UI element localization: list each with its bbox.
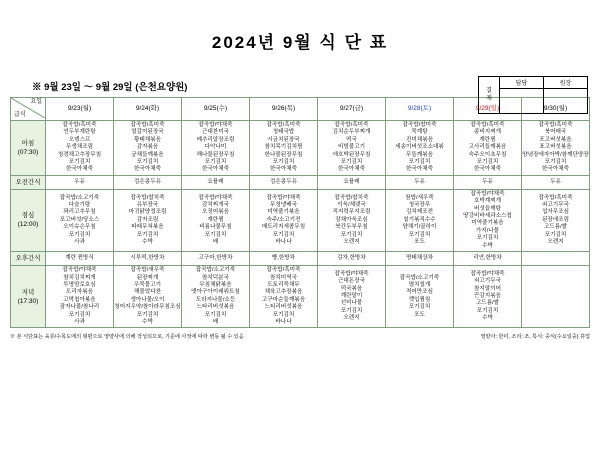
menu-item-4-4-5: 포기김치 <box>340 307 363 314</box>
menu-item-2-4-0: 잡곡밥/찹치죽 <box>334 194 369 201</box>
menu-item-0-3-3: 참치목기김치찜 <box>264 144 303 151</box>
menu-item-0-6-6: 한국아채죽 <box>473 166 502 173</box>
menu-item-0-1-4: 궁채들깨볶음 <box>131 151 164 158</box>
meal-label-0 <box>11 121 46 176</box>
menu-item-4-5-5: 포도 <box>414 311 425 318</box>
menu-item-2-5-1: 청국장무 <box>408 201 431 208</box>
approval-column-manager <box>500 77 543 113</box>
menu-item-4-0-3: 도리자볶음 <box>65 289 94 296</box>
menu-item-2-6-1: 호박계찌개 <box>473 198 502 205</box>
menu-item-2-5-3: 칠기볶직수수 <box>403 216 436 223</box>
menu-cell-4-7 <box>522 266 590 328</box>
menu-item-4-4-3: 계란말이 <box>340 293 363 300</box>
menu-item-4-2-7: 배 <box>212 318 219 325</box>
menu-item-2-1-0: 잡곡밥/찹치죽 <box>130 194 165 201</box>
menu-cell-3-1 <box>114 252 182 266</box>
menu-item-0-3-2: 시금치된장국 <box>267 136 300 143</box>
approval-column-director-body <box>544 89 587 113</box>
menu-item-2-3-5: 포기김치 <box>272 231 295 238</box>
menu-item-4-0-1: 참치김치찌개 <box>63 274 96 281</box>
menu-item-2-4-3: 잠채아욱조심 <box>335 216 368 223</box>
menu-item-0-1-3: 감자볶음 <box>136 144 159 151</box>
menu-item-0-2-1: 근대찬미국 <box>201 129 230 136</box>
menu-item-0-5-6: 한국아채죽 <box>405 166 434 173</box>
menu-item-2-1-1: 유부장국 <box>136 201 159 208</box>
menu-item-0-5-4: 무들깨볶음 <box>405 151 434 158</box>
menu-item-4-4-4: 선미나물 <box>340 300 363 307</box>
menu-item-4-3-5: 느티리버섯볶음 <box>264 304 303 311</box>
day-header-3: 9/26(목) <box>250 98 318 121</box>
menu-item-2-7-6: 오렌지 <box>547 238 564 245</box>
menu-item-4-3-3: 채육고추장볶음 <box>264 289 303 296</box>
approval-label-char-1: 결 <box>486 88 492 94</box>
menu-cell-2-6 <box>454 189 522 251</box>
menu-item-1-3-0: 검은콩두유 <box>269 178 298 185</box>
meal-name-0: 아침 <box>21 139 35 147</box>
corner-top-label: 요일 <box>30 99 42 105</box>
menu-item-2-6-5: 가지/나물 <box>475 227 500 234</box>
menu-item-0-7-0: 잡곡밥/흑미죽 <box>538 122 573 128</box>
menu-item-2-3-0: 잡곡밥/야채죽 <box>266 194 301 201</box>
menu-item-0-7-1: 북어매국 <box>544 129 567 136</box>
menu-cell-3-7 <box>522 252 590 266</box>
menu-cell-1-6 <box>454 175 522 189</box>
menu-item-4-6-5: 포기김치 <box>476 307 499 314</box>
meal-label-4 <box>11 266 46 328</box>
menu-cell-3-2 <box>182 252 250 266</box>
day-header-4: 9/27(금) <box>318 98 386 121</box>
menu-item-2-3-2: 미역줄기볶음 <box>267 209 300 216</box>
menu-item-1-7-0: 두유 <box>550 178 561 185</box>
menu-item-4-0-6: 포기김치 <box>68 311 91 318</box>
menu-item-4-5-2: 적어만조심 <box>405 289 434 296</box>
menu-cell-4-6 <box>454 266 522 328</box>
menu-item-3-3-0: 빵,한방차 <box>271 254 296 261</box>
menu-item-4-0-5: 잠자나물/참나리 <box>59 304 100 311</box>
menu-cell-0-3 <box>250 121 318 176</box>
menu-item-0-2-4: 해나물된장무침 <box>196 151 235 158</box>
meal-time-4: (17:30) <box>17 297 39 305</box>
menu-item-1-4-0: 요플레 <box>343 178 360 185</box>
menu-item-1-5-0: 두유 <box>414 178 425 185</box>
menu-item-4-5-1: 멸치칠개 <box>408 281 431 288</box>
menu-item-0-5-3: 세송이버섯조소대볶 <box>395 144 444 151</box>
menu-item-0-2-6: 한국아채죽 <box>201 166 230 173</box>
menu-item-4-6-4: 고드름/쌀 <box>475 300 500 307</box>
menu-item-2-3-4: 매도리지새콤무침 <box>261 224 306 231</box>
menu-item-4-1-3: 해물었다찬 <box>133 289 162 296</box>
menu-cell-4-0 <box>46 266 114 328</box>
menu-item-0-4-5: 포기김치 <box>340 159 363 166</box>
menu-item-4-4-2: 떡국볶음 <box>340 285 363 292</box>
approval-column-manager-body <box>500 89 543 113</box>
menu-item-4-1-1: 된장찌개 <box>136 274 159 281</box>
menu-item-4-3-0: 잡곡밥/흑미죽 <box>266 267 301 274</box>
footnote-left: ※ 본 식단표는 육류/수목도매의 형편으로 영양사에 의해 작성되므로, 기준에 사정에 따라 변동 될 수 있음 <box>10 334 244 341</box>
menu-cell-0-6 <box>454 121 522 176</box>
menu-cell-1-5 <box>386 175 454 189</box>
menu-item-0-4-6: 한국아채죽 <box>337 166 366 173</box>
menu-item-2-2-6: 배 <box>212 238 219 245</box>
menu-item-1-2-0: 요플레 <box>207 178 224 185</box>
menu-item-2-6-2: 버섯들깨탕 <box>473 205 502 212</box>
menu-item-0-7-3: 표고버섯볶음 <box>539 144 572 151</box>
menu-item-4-6-1: 쇠고기무국 <box>473 278 502 285</box>
menu-cell-1-1 <box>114 175 182 189</box>
menu-cell-0-7 <box>522 121 590 176</box>
menu-item-4-1-5: 청어지우약/참아라무침조심 <box>114 304 181 311</box>
menu-item-2-0-3: 포고버섯/당소스 <box>59 216 100 223</box>
menu-row-2 <box>11 189 590 251</box>
menu-item-3-0-0: 계란 찐방식 <box>65 254 94 261</box>
menu-item-2-7-3: 된장애조림 <box>541 216 570 223</box>
menu-item-2-2-3: 계란찜 <box>207 216 224 223</box>
menu-item-0-5-5: 포기김치 <box>408 159 431 166</box>
menu-cell-2-7 <box>522 189 590 251</box>
menu-item-0-1-5: 포기김치 <box>136 159 159 166</box>
menu-item-4-0-0: 잡곡밥/야채죽 <box>62 267 97 274</box>
menu-item-0-0-2: 오뎅스프 <box>68 136 91 143</box>
corner-header <box>11 98 46 121</box>
menu-item-0-5-2: 진미채볶음 <box>405 136 434 143</box>
menu-item-4-4-6: 오렌지 <box>343 315 360 322</box>
meal-label-2 <box>11 189 46 251</box>
menu-cell-0-5 <box>386 121 454 176</box>
menu-item-1-1-0: 검은콩두유 <box>133 178 162 185</box>
menu-item-2-5-4: 얌채기/골하이 <box>402 224 437 231</box>
menu-item-0-3-5: 포기김치 <box>272 159 295 166</box>
menu-cell-2-2 <box>182 189 250 251</box>
menu-item-2-2-0: 잡곡밥/야채죽 <box>198 194 233 201</box>
menu-item-2-4-4: 북간두부무침 <box>335 224 368 231</box>
footnote <box>10 333 590 341</box>
menu-item-0-6-0: 잡곡밥/흑미죽 <box>470 122 505 128</box>
menu-table-body <box>11 121 590 328</box>
menu-cell-1-0 <box>46 175 114 189</box>
menu-item-4-2-2: 무침채닭볶음 <box>199 281 232 288</box>
menu-cell-4-2 <box>182 266 250 328</box>
menu-cell-1-2 <box>182 175 250 189</box>
menu-cell-3-6 <box>454 252 522 266</box>
menu-item-2-6-3: 땅강비바세과소스칩 <box>463 213 512 220</box>
menu-cell-3-5 <box>386 252 454 266</box>
day-header-0: 9/23(월) <box>46 98 114 121</box>
menu-item-3-6-0: 리연,한방차 <box>473 254 502 261</box>
menu-item-4-0-4: 고막칩아볶음 <box>63 296 96 303</box>
menu-item-4-6-3: 끈감지볶음 <box>473 293 502 300</box>
menu-item-0-7-2: 포고버섯볶음 <box>539 136 572 143</box>
menu-cell-3-3 <box>250 252 318 266</box>
menu-cell-2-3 <box>250 189 318 251</box>
approval-column-manager-head: 담당 <box>500 77 543 89</box>
menu-cell-3-0 <box>46 252 114 266</box>
menu-cell-0-0 <box>46 121 114 176</box>
approval-columns <box>500 77 587 113</box>
menu-item-0-6-5: 포기김치 <box>476 159 499 166</box>
menu-item-2-3-3: 숙주/소고기전 <box>266 216 301 223</box>
menu-item-2-6-6: 포기김치 <box>476 235 499 242</box>
period-subtitle: ※ 9월 23일 ～ 9월 29일 (은천요양원) <box>32 82 188 93</box>
menu-item-2-2-2: 오징어볶음 <box>201 209 230 216</box>
menu-item-0-6-4: 숙주오이초무침 <box>468 151 507 158</box>
menu-item-2-4-6: 오렌지 <box>343 238 360 245</box>
menu-item-2-0-6: 사과 <box>74 238 85 245</box>
menu-item-2-4-5: 포기김치 <box>340 231 363 238</box>
menu-item-4-2-3: 앳아구아이래위트침 <box>191 289 240 296</box>
day-header-2: 9/25(수) <box>182 98 250 121</box>
menu-item-2-1-3: 감자조림 <box>136 216 159 223</box>
day-header-7: 9/30(월) <box>522 98 590 121</box>
menu-item-0-0-5: 포기김치 <box>68 159 91 166</box>
menu-item-2-7-0: 잡곡밥/흑미죽 <box>538 194 573 201</box>
menu-item-2-1-5: 포기김치 <box>136 231 159 238</box>
menu-item-4-3-2: 도토리묵채무 <box>267 281 300 288</box>
menu-item-4-2-1: 참치덕분국 <box>201 274 230 281</box>
menu-item-4-3-4: 고구마순들깨볶음 <box>261 296 306 303</box>
menu-item-4-5-0: 잡곡밥/소고기죽 <box>399 274 440 281</box>
approval-stamp-box <box>478 76 588 114</box>
menu-item-2-1-6: 수박 <box>142 238 153 245</box>
meal-name-3: 오후간식 <box>15 255 41 263</box>
menu-item-4-2-5: 느타리버섯볶음 <box>196 304 235 311</box>
menu-item-0-0-0: 잡곡밥/흑미죽 <box>62 122 97 128</box>
menu-cell-3-4 <box>318 252 386 266</box>
menu-item-4-0-7: 사과 <box>74 318 85 325</box>
corner-bottom-label: 급식 <box>14 111 26 118</box>
menu-item-2-4-2: 직지력무지조림 <box>332 209 371 216</box>
approval-column-director <box>543 77 587 113</box>
menu-item-4-1-4: 생아나물/오이 <box>130 296 165 303</box>
menu-item-4-4-1: 근대돈장국 <box>337 278 366 285</box>
page-title: 2024년 9월 식 단 표 <box>211 33 389 52</box>
menu-row-1 <box>11 175 590 189</box>
menu-item-0-7-4: 양념장애자아박/참깨단양장 <box>522 151 589 158</box>
menu-item-2-0-2: 꽈리고추무침 <box>63 209 96 216</box>
menu-item-2-6-4: 미역줄기볶음 <box>471 220 504 227</box>
menu-item-4-6-0: 잡곡밥/야채죽 <box>470 270 505 277</box>
menu-item-4-3-1: 참치미역국 <box>269 274 298 281</box>
menu-item-2-5-5: 포기김치 <box>408 231 431 238</box>
menu-item-0-6-1: 콩비지찌개 <box>473 129 502 136</box>
menu-item-0-1-2: 황태채볶음 <box>133 136 162 143</box>
menu-item-2-5-0: 참밥/새우죽 <box>405 194 434 201</box>
menu-item-4-3-6: 포기김치 <box>272 311 295 318</box>
menu-row-4 <box>11 266 590 328</box>
menu-item-4-2-4: 도라지나물/소등 <box>195 296 236 303</box>
menu-item-3-1-0: 시루떡,한방차 <box>130 254 165 261</box>
menu-item-2-1-2: 마귀닭양정조림 <box>128 209 167 216</box>
menu-cell-2-0 <box>46 189 114 251</box>
menu-item-0-4-3: 비빔불고기 <box>337 144 366 151</box>
menu-item-2-7-2: 섭자무조심 <box>541 209 570 216</box>
approval-label <box>479 77 500 113</box>
menu-item-4-1-0: 잡곡밥/새우죽 <box>130 267 165 274</box>
menu-item-2-7-1: 쇠고기무국 <box>541 201 570 208</box>
menu-item-2-1-4: 파래무쳐볶음 <box>131 224 164 231</box>
menu-item-0-3-1: 청태국밥 <box>272 129 295 136</box>
menu-cell-1-7 <box>522 175 590 189</box>
menu-item-4-1-6: 포기김치 <box>136 311 159 318</box>
menu-item-2-0-1: 다슬기탕 <box>68 201 91 208</box>
meal-label-3 <box>11 252 46 266</box>
menu-item-0-0-1: 연두부계란탕 <box>63 129 96 136</box>
menu-row-3 <box>11 252 590 266</box>
menu-item-2-2-5: 포기김치 <box>204 231 227 238</box>
menu-item-0-2-0: 잡곡밥/야채죽 <box>198 122 233 128</box>
menu-item-4-2-6: 포기김치 <box>204 311 227 318</box>
menu-item-2-2-1: 감치찌개국 <box>201 201 230 208</box>
menu-item-0-7-6: 한국아채죽 <box>541 166 570 173</box>
meal-name-2: 점심 <box>21 212 35 220</box>
menu-item-0-5-0: 잡곡밥/찹미죽 <box>402 122 437 128</box>
menu-item-4-3-7: 바나나 <box>275 318 292 325</box>
approval-label-char-2: 재 <box>486 96 492 102</box>
menu-item-2-7-4: 고드름/쌀 <box>543 224 568 231</box>
menu-item-0-4-2: 떡국 <box>346 136 357 143</box>
menu-item-2-3-1: 무청냉배국 <box>269 201 298 208</box>
menu-item-1-6-0: 두유 <box>482 178 493 185</box>
menu-item-2-5-2: 김치제조전 <box>405 209 434 216</box>
menu-item-2-0-4: 오이슈손무침 <box>63 224 96 231</box>
menu-item-2-0-5: 포기김치 <box>68 231 91 238</box>
day-header-6: 9/29(일) <box>454 98 522 121</box>
meal-time-0: (07:30) <box>17 148 39 156</box>
menu-item-1-0-0: 우유 <box>74 178 85 185</box>
menu-item-0-2-5: 포기김치 <box>204 159 227 166</box>
menu-item-2-0-0: 잡곡밥/소고기죽 <box>59 194 100 201</box>
menu-item-0-1-0: 잡곡밥/흑미죽 <box>130 122 165 128</box>
menu-item-0-2-3: 다악나미 <box>204 144 227 151</box>
menu-row-0 <box>11 121 590 176</box>
menu-item-0-1-1: 얼갈이된장국 <box>131 129 164 136</box>
menu-item-0-4-1: 김치순두부찌개 <box>332 129 371 136</box>
menu-item-2-4-1: 이욱/체넷국 <box>337 201 366 208</box>
menu-item-0-4-4: 애호박된장무침 <box>332 151 371 158</box>
menu-item-0-0-3: 무생채조림 <box>65 144 94 151</box>
menu-cell-0-2 <box>182 121 250 176</box>
menu-cell-0-4 <box>318 121 386 176</box>
menu-item-2-3-6: 바나나 <box>275 238 292 245</box>
menu-item-4-1-2: 우묵물고기 <box>133 281 162 288</box>
menu-item-0-2-2: 메추리알장조림 <box>196 136 235 143</box>
footnote-right: 영양사: 한미, 조리: 조, 특식: 중식(수요일중) 휴업 <box>480 334 590 341</box>
menu-item-0-3-6: 한국아채죽 <box>269 166 298 173</box>
menu-item-3-2-0: 고구마,한방차 <box>198 254 233 261</box>
menu-cell-4-1 <box>114 266 182 328</box>
menu-document <box>0 28 600 452</box>
menu-cell-4-5 <box>386 266 454 328</box>
menu-item-3-4-0: 감자,한방차 <box>337 254 366 261</box>
meal-name-4: 저녁 <box>21 288 35 296</box>
menu-item-4-1-7: 수박 <box>142 318 153 325</box>
menu-item-4-5-3: 깻입찜침 <box>408 296 431 303</box>
meal-name-1: 오전간식 <box>15 178 41 186</box>
menu-item-0-6-3: 고사리들깨볶음 <box>468 144 507 151</box>
menu-item-4-4-0: 잡곡밥/야채죽 <box>334 270 369 277</box>
menu-item-4-6-6: 수박 <box>482 315 493 322</box>
menu-item-3-5-0: 명태채상차 <box>405 254 434 261</box>
menu-item-2-6-7: 수박 <box>482 242 493 249</box>
menu-item-2-7-5: 포기김치 <box>544 231 567 238</box>
menu-item-4-5-4: 포기김치 <box>408 304 431 311</box>
menu-item-0-0-4: 청경채고추장무침 <box>57 151 102 158</box>
menu-item-2-6-0: 잡곡밥/야채죽 <box>470 190 505 197</box>
menu-cell-2-4 <box>318 189 386 251</box>
menu-item-2-2-4: 비름나물무침 <box>199 224 232 231</box>
menu-item-2-5-6: 포도 <box>414 238 425 245</box>
meal-label-1 <box>11 175 46 189</box>
day-header-5: 9/28(토) <box>386 98 454 121</box>
menu-cell-1-4 <box>318 175 386 189</box>
menu-item-4-2-0: 잡곡밥/소고기죽 <box>195 267 236 274</box>
menu-cell-4-4 <box>318 266 386 328</box>
menu-cell-1-3 <box>250 175 318 189</box>
menu-item-4-0-2: 투명맘로호심 <box>63 281 96 288</box>
menu-item-0-6-2: 계란찜 <box>479 136 496 143</box>
menu-item-0-4-0: 잡곡밥/흑미죽 <box>334 122 369 128</box>
menu-item-4-6-2: 참지말이어 <box>473 285 502 292</box>
menu-item-0-3-4: 한나물된장무침 <box>264 151 303 158</box>
menu-cell-4-3 <box>250 266 318 328</box>
menu-item-0-7-5: 포기김치 <box>544 159 567 166</box>
day-header-1: 9/24(화) <box>114 98 182 121</box>
menu-cell-0-1 <box>114 121 182 176</box>
menu-item-0-0-6: 한국아채죽 <box>65 166 94 173</box>
menu-table <box>10 97 590 328</box>
menu-cell-2-5 <box>386 189 454 251</box>
menu-cell-2-1 <box>114 189 182 251</box>
menu-item-0-5-1: 묵계탕 <box>411 129 428 136</box>
approval-column-director-head: 원장 <box>544 77 587 89</box>
menu-item-0-3-0: 잡곡밥/흑미죽 <box>266 122 301 128</box>
menu-item-0-1-6: 한국아채죽 <box>133 166 162 173</box>
meal-time-2: (12:00) <box>17 221 39 229</box>
